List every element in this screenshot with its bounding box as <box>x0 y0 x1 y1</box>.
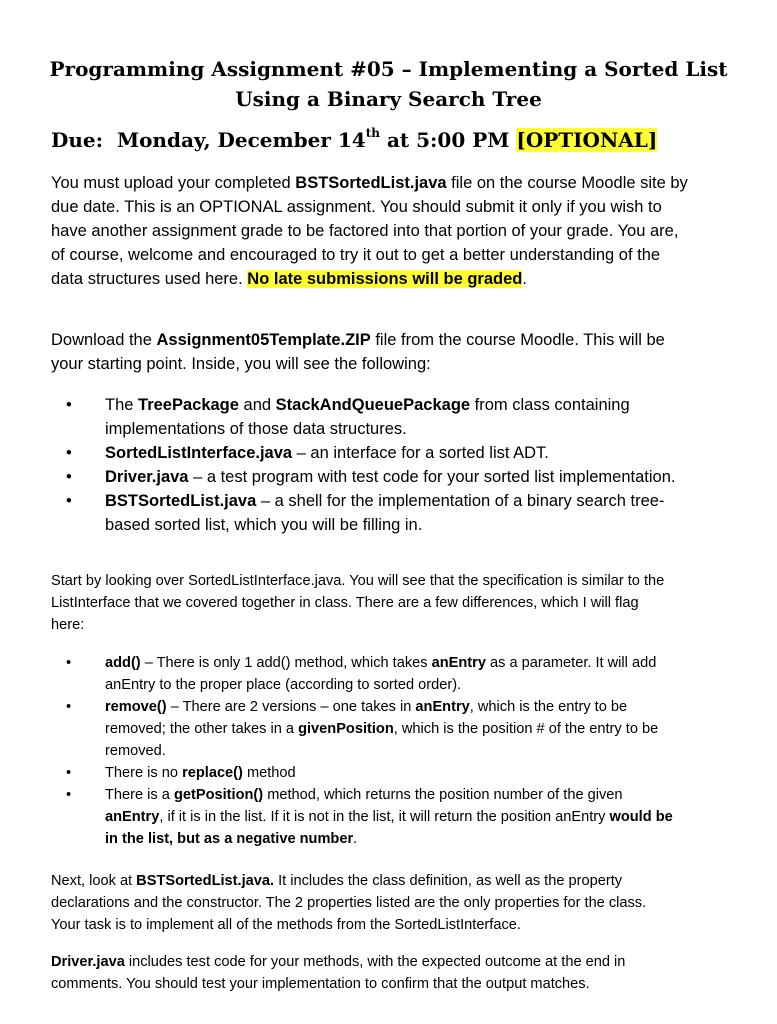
bullet-icon: • <box>66 655 72 671</box>
text-span: , which is the position # of the entry to be <box>393 721 659 737</box>
bullet-icon: • <box>66 699 72 715</box>
text-span: file from the course Moodle. This will be <box>370 331 665 349</box>
list-item <box>51 393 756 441</box>
text-span: It includes the class definition, as well as the property <box>274 873 623 889</box>
assignment-subtitle: Using a Binary Search Tree <box>235 87 542 111</box>
text-span: from class containing <box>470 396 630 414</box>
text-bold: SortedListInterface.java <box>105 444 293 462</box>
bullet-icon: • <box>66 444 72 462</box>
text-bold: givenPosition <box>298 721 394 737</box>
assignment-title: Programming Assignment #05 – Implementing a Sorted List <box>49 57 728 81</box>
text-bold: StackAndQueuePackage <box>275 396 471 414</box>
text-span: method, which returns the position number of the given <box>263 787 623 803</box>
text-line <box>51 951 756 973</box>
due-date-ordinal: th <box>365 126 380 141</box>
text-bold: anEntry <box>415 699 470 715</box>
text-span: – a shell for the implementation of a binary search tree- <box>256 492 665 510</box>
due-date-line <box>51 128 657 152</box>
text-line <box>51 870 756 892</box>
text-line: Start by looking over SortedListInterface.java. You will see that the specification is similar to the <box>51 573 665 589</box>
download-paragraph <box>51 328 756 376</box>
bullet-icon: • <box>66 468 72 486</box>
text-line: ListInterface that we covered together in class. There are a few differences, which I will flag <box>51 595 639 611</box>
text-span: – There are 2 versions – one takes in <box>166 699 416 715</box>
text-line <box>51 267 756 291</box>
list-item <box>51 696 756 762</box>
text-span: , which is the entry to be <box>469 699 628 715</box>
text-line: comments. You should test your implementation to confirm that the output matches. <box>51 976 590 992</box>
text-line: due date. This is an OPTIONAL assignment. You should submit it only if you wish to <box>51 198 662 216</box>
text-span: and <box>238 396 276 414</box>
text-span: . <box>353 831 358 847</box>
text-bold: would be <box>609 809 673 825</box>
differences-list <box>51 652 756 850</box>
text-span: – an interface for a sorted list ADT. <box>292 444 549 462</box>
due-label: Due: <box>51 128 103 152</box>
text-bold: anEntry <box>105 809 160 825</box>
text-span: . <box>522 270 527 288</box>
list-item <box>51 762 756 784</box>
text-span: data structures used here. <box>51 270 248 288</box>
list-item <box>51 489 756 537</box>
filename-bold: BSTSortedList.java <box>295 174 447 192</box>
text-bold: BSTSortedList.java. <box>136 873 275 889</box>
text-span: file on the course Moodle site by <box>446 174 688 192</box>
template-contents-list <box>51 393 756 537</box>
text-span: Download the <box>51 331 157 349</box>
text-bold: anEntry <box>431 655 486 671</box>
driver-paragraph <box>51 951 756 995</box>
text-bold: remove() <box>105 699 167 715</box>
text-span: There is no <box>105 765 183 781</box>
text-line: your starting point. Inside, you will see the following: <box>51 355 431 373</box>
interface-paragraph <box>51 570 756 636</box>
text-line: declarations and the constructor. The 2 properties listed are the only properties for the class. <box>51 895 647 911</box>
text-line: based sorted list, which you will be filling in. <box>105 516 423 534</box>
optional-tag: [OPTIONAL] <box>516 128 658 152</box>
bullet-icon: • <box>66 765 72 781</box>
text-line: of course, welcome and encouraged to try it out to get a better understanding of the <box>51 246 661 264</box>
bullet-icon: • <box>66 396 72 414</box>
text-span: Next, look at <box>51 873 137 889</box>
due-date-text: Monday, December 14 <box>116 128 366 152</box>
text-bold: getPosition() <box>173 787 264 803</box>
text-bold: add() <box>105 655 141 671</box>
due-time-text: at 5:00 PM <box>380 128 510 152</box>
bst-paragraph <box>51 870 756 936</box>
text-line: have another assignment grade to be factored into that portion of your grade. You are, <box>51 222 679 240</box>
text-bold: TreePackage <box>138 396 239 414</box>
text-span: as a parameter. It will add <box>485 655 657 671</box>
text-bold: BSTSortedList.java <box>105 492 257 510</box>
text-span: – a test program with test code for your sorted list implementation. <box>188 468 676 486</box>
text-bold: Driver.java <box>105 468 189 486</box>
text-line: removed. <box>105 743 166 759</box>
text-span: There is a <box>105 787 174 803</box>
submission-paragraph <box>51 171 756 291</box>
text-line: here: <box>51 617 85 633</box>
text-line: Your task is to implement all of the methods from the SortedListInterface. <box>51 917 521 933</box>
text-span: removed; the other takes in a <box>105 721 299 737</box>
text-span: includes test code for your methods, with the expected outcome at the end in <box>124 954 626 970</box>
text-line: implementations of those data structures. <box>105 420 407 438</box>
text-span: – There is only 1 add() method, which takes <box>140 655 432 671</box>
text-bold: in the list, but as a negative number <box>105 831 354 847</box>
text-span: method <box>242 765 296 781</box>
late-submission-warning: No late submissions will be graded <box>247 270 523 288</box>
text-span: , if it is in the list. If it is not in the list, it will return the position anEntry <box>159 809 610 825</box>
text-line: anEntry to the proper place (according to sorted order). <box>105 677 462 693</box>
text-bold: replace() <box>182 765 243 781</box>
text-span: The <box>105 396 139 414</box>
list-item <box>51 652 756 696</box>
text-line <box>51 171 756 195</box>
zip-filename-bold: Assignment05Template.ZIP <box>156 331 371 349</box>
text-bold: Driver.java <box>51 954 125 970</box>
list-item <box>51 465 756 489</box>
bullet-icon: • <box>66 492 72 510</box>
bullet-icon: • <box>66 787 72 803</box>
list-item <box>51 784 756 850</box>
list-item <box>51 441 756 465</box>
text-span: You must upload your completed <box>51 174 296 192</box>
text-line <box>51 328 756 352</box>
